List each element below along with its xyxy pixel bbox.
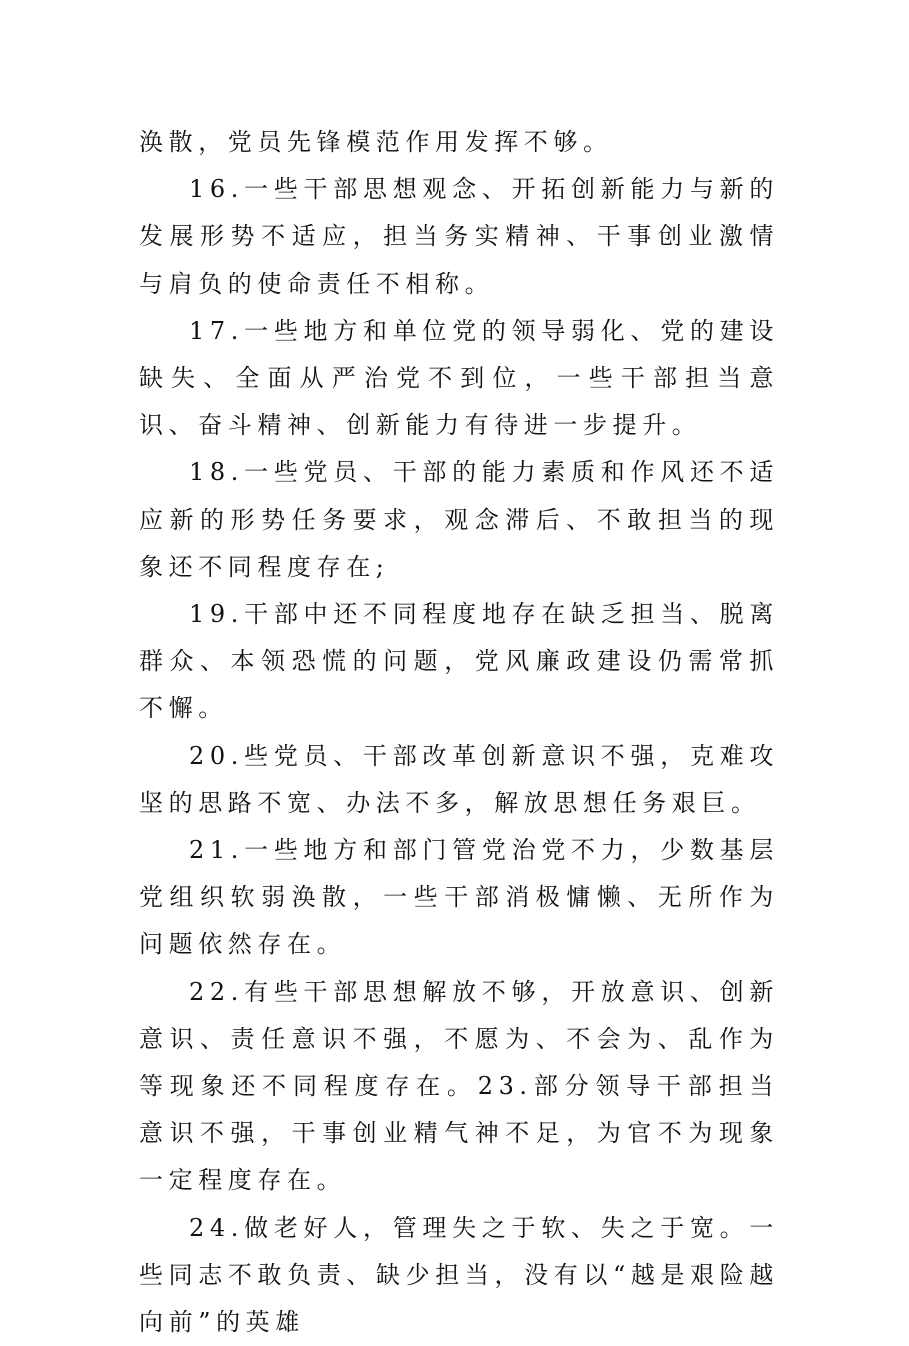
paragraph-item-16: 16.一些干部思想观念、开拓创新能力与新的发展形势不适应，担当务实精神、干事创业激情与肩负的使命责任不相称。: [139, 175, 779, 298]
paragraph-item-20: 20.些党员、干部改革创新意识不强，克难攻坚的思路不宽、办法不多，解放思想任务艰巨。: [139, 741, 779, 817]
paragraph-item-17: 17.一些地方和单位党的领导弱化、党的建设缺失、全面从严治党不到位，一些干部担当意识、奋斗精神、创新能力有待进一步提升。: [139, 316, 779, 440]
paragraph-item-22-23: 22.有些干部思想解放不够，开放意识、创新意识、责任意识不强，不愿为、不会为、乱作为等现象还不同程度存在。23.部分领导干部担当意识不强，干事创业精气神不足，为官不为现象一定程度存在。: [139, 977, 779, 1195]
paragraph-item-21: 21.一些地方和部门管党治党不力，少数基层党组织软弱涣散，一些干部消极慵懒、无所作为问题依然存在。: [139, 836, 779, 959]
paragraph-item-19: 19.干部中还不同程度地存在缺乏担当、脱离群众、本领恐慌的问题，党风廉政建设仍需常抓不懈。: [139, 600, 779, 723]
paragraph-item-24: 24.做老好人，管理失之于软、失之于宽。一些同志不敢负责、缺少担当，没有以“越是艰险越向前”的英雄: [139, 1213, 779, 1337]
paragraph-item-18: 18.一些党员、干部的能力素质和作风还不适应新的形势任务要求，观念滞后、不敢担当的现象还不同程度存在;: [139, 458, 779, 581]
paragraph-continuation: 涣散，党员先锋模范作用发挥不够。: [139, 128, 613, 156]
document-body: [139, 119, 779, 1346]
